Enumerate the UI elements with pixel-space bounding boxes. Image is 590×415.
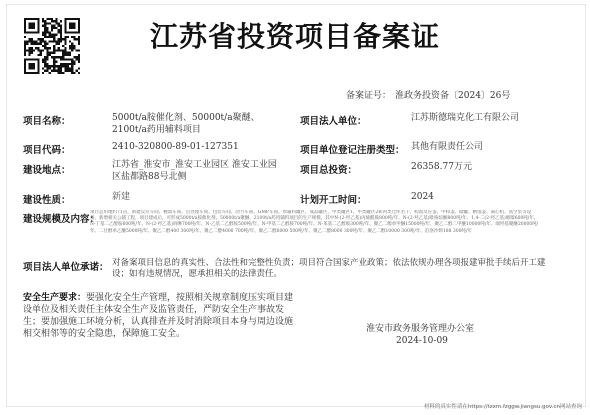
legal-unit-label: 项目法人单位：: [300, 116, 367, 127]
cert-number-label: 备案证号：: [346, 91, 392, 101]
safety-block: [23, 292, 301, 340]
scale-content: 项目总用地约71亩，新建反应车间、精馏车间、后处理车间、包装车间、动力车间、GMP车间、原辅料罐区、成品罐区、甲类罐区1、甲类罐区2和丙类仓库若干，购置反应釜、中和釜、储罐、精馏釜、离心机、真空泵等设备，新增相关公辅工程，项目建成后，可形成5000t/a胺催化剂、50000t/a聚醚、2100t/a药用辅料项目的生产规模，其中N-(2-羟乙基)丙烯酰胺800吨/年、N-(2-羟乙基)吡咯烷酮800吨/年、1,4-二(2-羟乙基)哌嗪600吨/年、N-丁基二乙醇胺600吨/年、N-(2-羟乙基)吗啉700吨/年、N-乙基二乙醇胺500吨/年、N-甲基二乙醇胺700吨/年、N-苯基二乙醇胺300吨/年、聚乙二醇单甲醚15000吨/年、聚乙二醇二甲醚10000吨/年、端羟基聚醚20000吨/年、二甘醇单乙醚5000吨/年、聚乙二醇400 300吨/年、聚乙二醇4000 700吨/年、聚乙二醇6000 500吨/年、聚乙二醇8000 300吨/年、聚乙二醇10000 300吨/年、泊洛沙姆188 300吨/年: [90, 210, 539, 234]
location-label: 建设地点：: [23, 165, 71, 176]
nature-label: 建设性质：: [23, 195, 71, 206]
safety-text: 要强化安全生产管理，按照相关规章制度压实项目建设单位及相关责任主体安全生产及监管责任，严防安全生产事故发生；要加强施工环境分析，认真排查并及时消除项目本身与周边设施相交相邻等的安全隐患，保障施工安全。: [23, 293, 294, 339]
start-year-value: 2024: [411, 192, 434, 202]
project-code-label: 项目代码：: [23, 145, 71, 156]
page-border: [6, 4, 586, 407]
investment-label: 项目总投资：: [300, 165, 358, 176]
safety-label: 安全生产要求：: [23, 293, 87, 303]
commitment-text: 对备案项目信息的真实性、合法性和完整性负责；项目符合国家产业政策；依法依规办理各项报建审批手续后开工建设；如有违规情况，愿承担相关的法律责任。: [112, 258, 546, 279]
verification-footer: 材料的真实性请在https://tzxm.fzggw.jiangsu.gov.cn网站查询: [423, 404, 582, 410]
project-name-label: 项目名称：: [23, 116, 71, 127]
registration-type-value: 其他有限责任公司: [411, 142, 484, 152]
scale-label: 建设规模及内容：: [23, 214, 100, 225]
project-code-value: 2410-320800-89-01-127351: [112, 142, 239, 152]
legal-unit-value: 江苏斯德瑞克化工有限公司: [411, 113, 520, 123]
start-year-label: 计划开工时间：: [300, 195, 367, 206]
qr-code: [24, 18, 80, 74]
project-name-value: 5000t/a胺催化剂、50000t/a聚醚、2100t/a药用辅料项目: [112, 113, 260, 135]
location-value: 江苏省_淮安市_淮安工业园区 淮安工业园区盐都路88号北侧: [112, 160, 277, 182]
nature-value: 新建: [112, 192, 131, 202]
certificate-number: [346, 88, 510, 101]
commitment-label: 项目法人单位承诺：: [23, 262, 109, 273]
registration-type-label: 项目单位登记注册类型：: [300, 145, 405, 156]
investment-value: 26358.77万元: [411, 162, 472, 172]
issue-date: 2024-10-09: [396, 336, 448, 346]
issuing-office: 淮安市政务服务管理办公室: [366, 324, 475, 334]
page-title: 江苏省投资项目备案证: [149, 20, 440, 53]
cert-number-value: 淮政务投资备〔2024〕26号: [395, 91, 511, 101]
